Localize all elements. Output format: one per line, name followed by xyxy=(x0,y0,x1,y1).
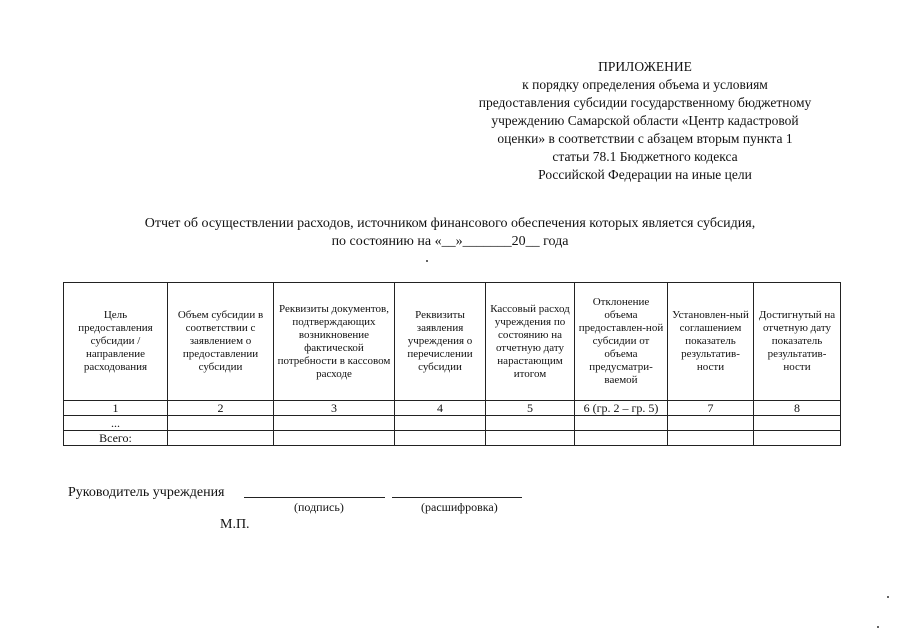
table-cell xyxy=(575,431,668,446)
scan-speck xyxy=(887,596,889,598)
table-header-row xyxy=(64,283,841,401)
report-title xyxy=(60,215,840,251)
table-row xyxy=(64,416,841,431)
column-number-row xyxy=(64,401,841,416)
column-header: Установлен-ный соглашением показатель результатив-ности xyxy=(668,283,754,401)
table-cell xyxy=(274,416,395,431)
table-cell xyxy=(395,416,486,431)
appendix-line: учреждению Самарской области «Центр кадастровой xyxy=(491,113,799,128)
table-cell xyxy=(168,431,274,446)
column-number: 3 xyxy=(274,401,395,416)
table-cell xyxy=(575,416,668,431)
table-cell xyxy=(274,431,395,446)
appendix-line: к порядку определения объема и условиям xyxy=(522,77,768,92)
table-cell-dots: ... xyxy=(64,416,168,431)
appendix-header xyxy=(440,58,850,184)
signature-caption: (подпись) xyxy=(294,500,344,514)
report-title-line1: Отчет об осуществлении расходов, источником финансового обеспечения которых является субсидия, xyxy=(144,216,756,231)
column-number: 5 xyxy=(486,401,575,416)
table-cell xyxy=(754,431,841,446)
table-cell xyxy=(395,431,486,446)
table-cell xyxy=(668,416,754,431)
column-number: 2 xyxy=(168,401,274,416)
column-number: 6 (гр. 2 – гр. 5) xyxy=(575,401,668,416)
report-title-line2: по состоянию на «__»_______20__ года xyxy=(331,234,569,249)
appendix-line: Российской Федерации на иные цели xyxy=(538,167,752,182)
column-header: Реквизиты заявления учреждения о перечислении субсидии xyxy=(395,283,486,401)
scan-speck xyxy=(877,626,879,628)
table-cell xyxy=(486,416,575,431)
scan-speck xyxy=(426,260,428,262)
total-row xyxy=(64,431,841,446)
stamp-label: М.П. xyxy=(220,517,250,532)
column-header: Реквизиты документов, подтверждающих возникновение фактической потребности в кассовом расходе xyxy=(274,283,395,401)
column-number: 7 xyxy=(668,401,754,416)
column-number: 4 xyxy=(395,401,486,416)
table-cell xyxy=(668,431,754,446)
appendix-line: оценки» в соответствии с абзацем вторым пункта 1 xyxy=(497,131,793,146)
report-table xyxy=(63,282,841,446)
appendix-line: предоставления субсидии государственному бюджетному xyxy=(478,95,812,110)
table-cell xyxy=(168,416,274,431)
column-header: Цель предоставления субсидии / направление расходования xyxy=(64,283,168,401)
column-header: Объем субсидии в соответствии с заявлением о предоставлении субсидии xyxy=(168,283,274,401)
column-header: Кассовый расход учреждения по состоянию на отчетную дату нарастающим итогом xyxy=(486,283,575,401)
column-header: Отклонение объема предоставлен-ной субсидии от объема предусматри-ваемой xyxy=(575,283,668,401)
decoding-caption: (расшифровка) xyxy=(421,500,498,514)
total-label: Всего: xyxy=(64,431,168,446)
table-cell xyxy=(754,416,841,431)
appendix-title: ПРИЛОЖЕНИЕ xyxy=(598,59,692,74)
signature-line xyxy=(244,497,385,498)
column-number: 1 xyxy=(64,401,168,416)
table-cell xyxy=(486,431,575,446)
appendix-line: статьи 78.1 Бюджетного кодекса xyxy=(552,149,738,164)
decoding-line xyxy=(392,497,522,498)
column-header: Достигнутый на отчетную дату показатель результатив-ности xyxy=(754,283,841,401)
column-number: 8 xyxy=(754,401,841,416)
signature-label: Руководитель учреждения xyxy=(68,485,225,500)
